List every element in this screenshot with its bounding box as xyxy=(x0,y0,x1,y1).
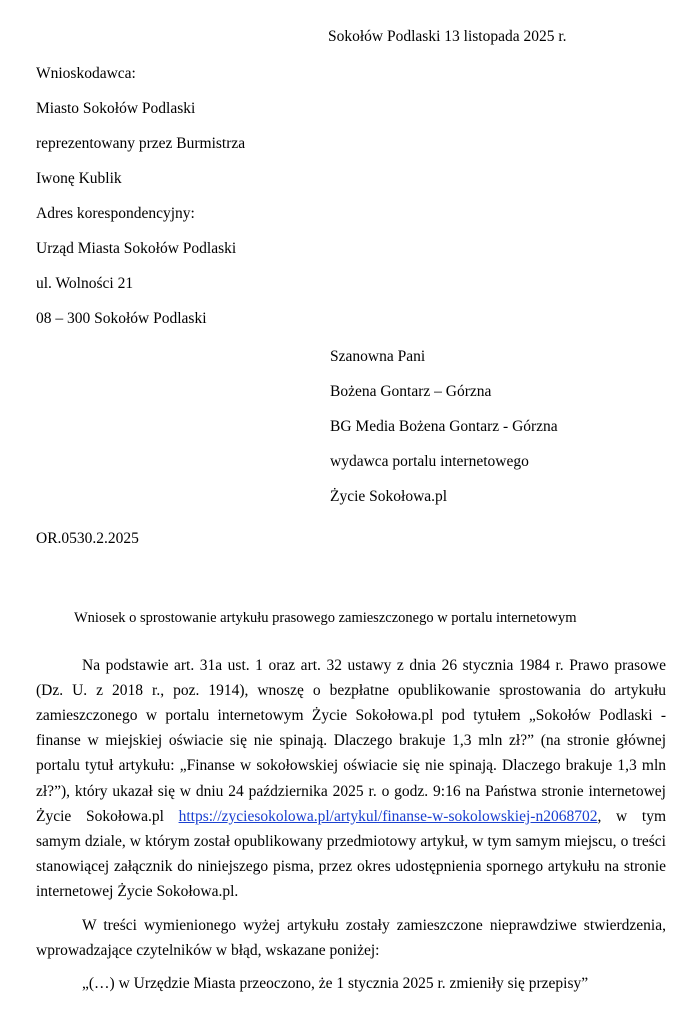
applicant-line-6: ul. Wolności 21 xyxy=(36,275,134,292)
recipient-line-1: Szanowna Pani xyxy=(330,347,426,365)
recipient-line-5: Życie Sokołowa.pl xyxy=(330,487,448,505)
applicant-line-3: Iwonę Kublik xyxy=(36,170,122,187)
paragraph-1-text-after-link: , w tym samym dziale, w którym został opublikowany przedmiotowy artykuł, w tym samym miejscu, o treści stanowiącej załącznik do niniejszego pisma, przez okres udostępnienia spornego artykułu na stronie internetowej Życie Sokołowa.pl. xyxy=(36,807,666,900)
paragraph-false-statements: W treści wymienionego wyżej artykułu zostały zamieszczone nieprawdziwe stwierdzenia, wprowadzające czytelników w błąd, wskazane poniżej: xyxy=(36,917,666,960)
applicant-heading: Wnioskodawca: xyxy=(36,65,136,82)
paragraph-1-text-before-link: Na podstawie art. 31a ust. 1 oraz art. 32 ustawy z dnia 26 stycznia 1984 r. Prawo prasowe (Dz. U. z 2018 r., poz. 1914), wnoszę o bezpłatne opublikowanie sprostowania do artykułu zamieszczonego w portalu internetowym Życie Sokołowa.pl pod tytułem „Sokołów Podlaski - finanse w miejskiej oświacie się nie spinają. Dlaczego brakuje 1,3 mln zł?” (na stronie głównej portalu tytuł artykułu: „Finanse w sokołowskiej oświacie się nie spinają. Dlaczego brakuje 1,3 mln zł?”), który ukazał się w dniu 24 października 2025 r. o godz. 9:16 na Państwa stronie internetowej Życie Sokołowa.pl xyxy=(36,657,666,825)
applicant-line-4: Adres korespondencyjny: xyxy=(36,205,195,222)
applicant-line-5: Urząd Miasta Sokołów Podlaski xyxy=(36,240,237,257)
recipient-line-2: Bożena Gontarz – Górzna xyxy=(330,382,492,400)
applicant-line-2: reprezentowany przez Burmistrza xyxy=(36,135,246,152)
reference-number: OR.0530.2.2025 xyxy=(36,530,139,547)
applicant-line-1: Miasto Sokołów Podlaski xyxy=(36,100,196,117)
page-title: Wniosek o sprostowanie artykułu prasowego zamieszczonego w portalu internetowym xyxy=(74,610,577,626)
paragraph-legal-basis xyxy=(36,653,666,904)
document-date: Sokołów Podlaski 13 listopada 2025 r. xyxy=(328,28,567,45)
recipient-line-4: wydawca portalu internetowego xyxy=(330,452,529,470)
applicant-line-7: 08 – 300 Sokołów Podlaski xyxy=(36,310,207,327)
recipient-line-3: BG Media Bożena Gontarz - Górzna xyxy=(330,417,558,435)
applicant-block xyxy=(36,66,666,327)
recipient-block xyxy=(36,349,666,505)
article-link[interactable]: https://zyciesokolowa.pl/artykul/finanse-w-sokolowskiej-n2068702 xyxy=(178,807,598,825)
quote-statement-1: „(…) w Urzędzie Miasta przeoczono, że 1 stycznia 2025 r. zmieniły się przepisy” xyxy=(82,975,589,993)
